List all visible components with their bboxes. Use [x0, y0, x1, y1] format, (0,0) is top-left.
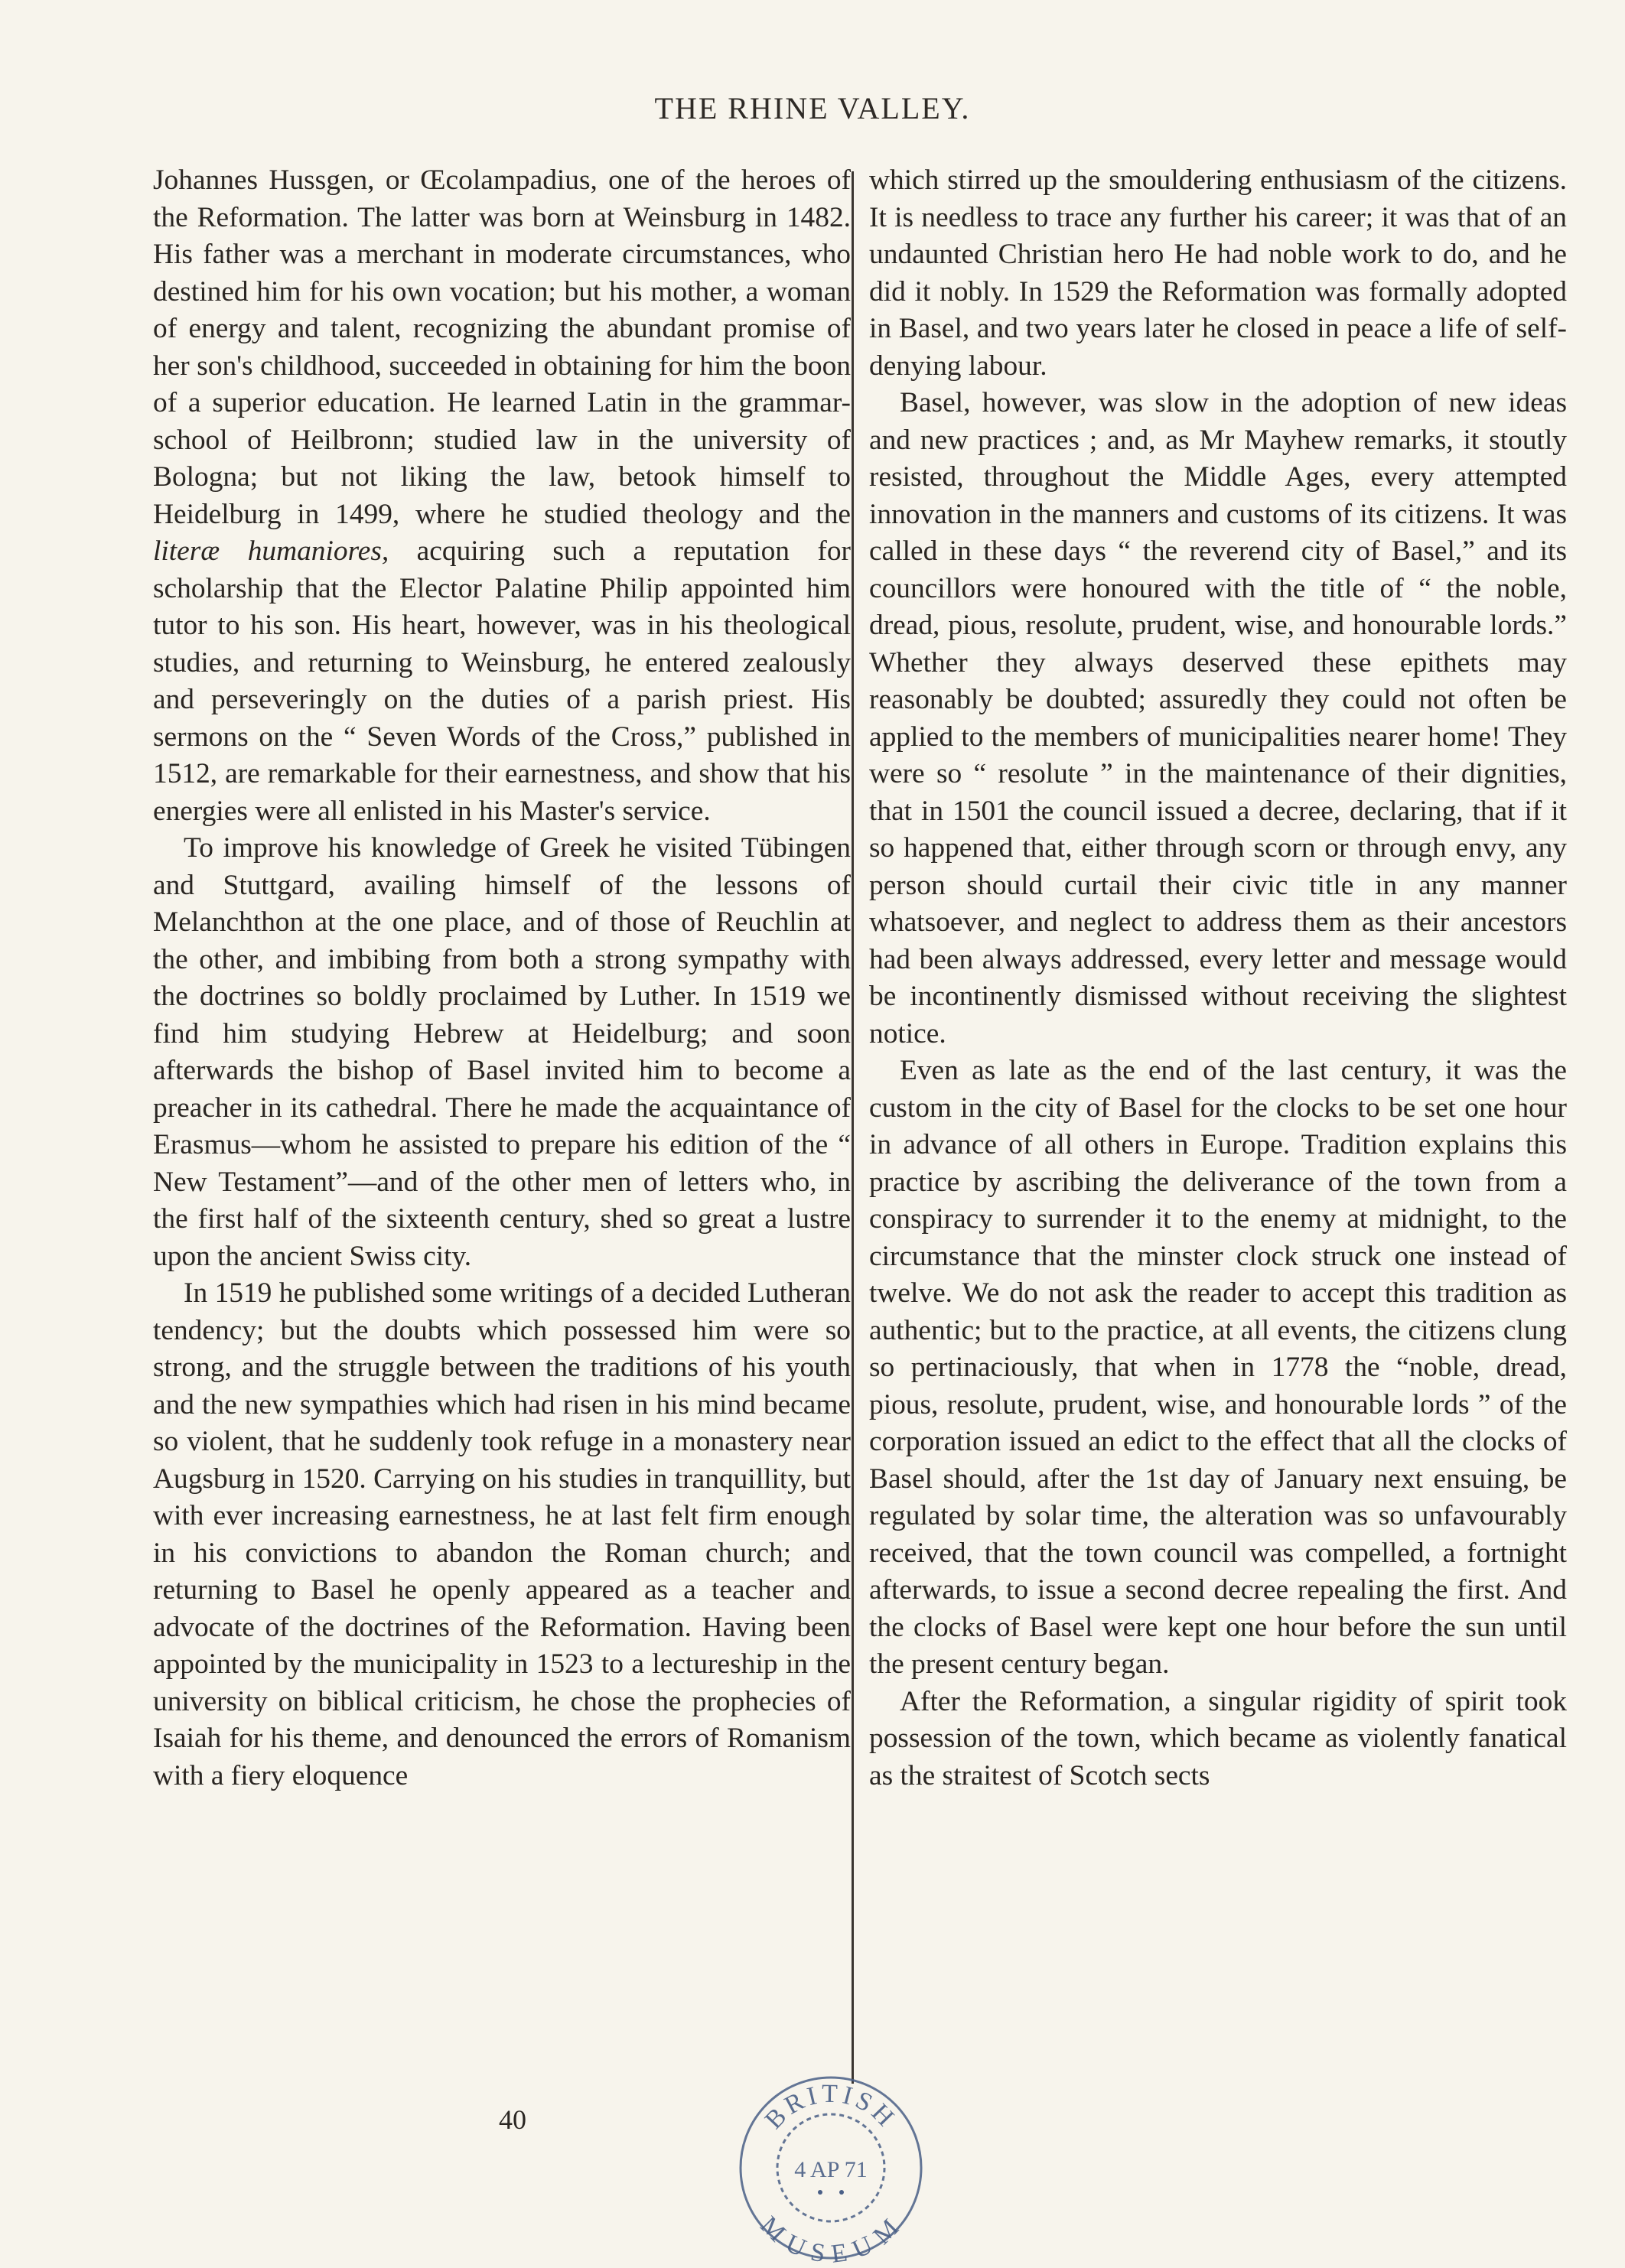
- paragraph-text: Johannes Hussgen, or Œcolampadius, one of the heroes of the Reformation. The latter was born at Weinsburg in 1482. His father was a merchant in moderate circumstances, who destined him for his own vocation; but his mother, a woman of energy and talent, recognizing the abundant promise of her son's childhood, succeeded in obtaining for him the boon of a superior education. He learned Latin in the grammar-school of Heilbronn; studied law in the university of Bologna; but not liking the law, betook himself to Heidelburg in 1499, where he studied theology and the: [153, 164, 851, 530]
- stamp-top-text: BRITISH: [759, 2079, 902, 2135]
- paragraph-text: acquiring such a reputation for scholarship that the Elector Palatine Philip appointed him tutor to his son. His heart, however, was in his theological studies, and returning to Weinsburg, he entered zealously and perseveringly on the duties of a parish priest. His sermons on the “ Seven Words of the Cross,” published in 1512, are remarkable for their earnestness, and show that his energies were all enlisted in his Master's service.: [153, 535, 851, 827]
- latin-phrase: literæ humaniores,: [153, 535, 389, 567]
- paragraph: To improve his knowledge of Greek he visited Tübingen and Stuttgard, availing himself of the lessons of Melanchthon at the one place, and of those of Reuchlin at the other, and imbibing from both a strong sympathy with the doctrines so boldly proclaimed by Luther. In 1519 we find him studying Hebrew at Heidelburg; and soon afterwards the bishop of Basel invited him to become a preacher in its cathedral. There he made the acquaintance of Erasmus—whom he assisted to prepare his edition of the “ New Testament”—and of the other men of letters who, in the first half of the sixteenth century, shed so great a lustre upon the ancient Swiss city.: [153, 832, 851, 1272]
- stamp-icon: [734, 2071, 927, 2264]
- running-header: THE RHINE VALLEY.: [654, 91, 971, 125]
- left-column: [153, 162, 851, 2120]
- paragraph: In 1519 he published some writings of a decided Lutheran tendency; but the doubts which possessed him were so strong, and the struggle between the traditions of his youth and the new sympathies which had risen in his mind became so violent, that he suddenly took refuge in a monastery near Augsburg in 1520. Carrying on his studies in tranquillity, but with ever increasing earnestness, he at last felt firm enough in his convictions to abandon the Roman church; and returning to Basel he openly appeared as a teacher and advocate of the doctrines of the Reformation. Having been appointed by the municipality in 1523 to a lectureship in the university on biblical criticism, he chose the prophecies of Isaiah for his theme, and denounced the errors of Romanism with a fiery eloquence: [153, 1277, 851, 1791]
- stamp-bottom-text: MUSEUM: [754, 2211, 907, 2264]
- stamp-dot: [818, 2190, 822, 2195]
- paragraph: After the Reformation, a singular rigidity of spirit took possession of the town, which became as violently fanatical as the straitest of Scotch sects: [869, 1685, 1567, 1791]
- library-stamp: [734, 2071, 927, 2264]
- right-column: [869, 162, 1567, 2120]
- stamp-dot: [839, 2190, 844, 2195]
- page-number: 40: [499, 2104, 526, 2135]
- paragraph: [153, 162, 851, 830]
- column-divider: [852, 171, 854, 2084]
- stamp-date: 4 AP 71: [794, 2157, 868, 2182]
- paragraph: Even as late as the end of the last century, it was the custom in the city of Basel for the clocks to be set one hour in advance of all others in Europe. Tradition explains this practice by ascribing the deliverance of the town from a conspiracy to surrender it to the enemy at midnight, to the circumstance that the minster clock struck one instead of twelve. We do not ask the reader to accept this tradition as authentic; but to the practice, at all events, the citizens clung so pertinaciously, that when in 1778 the “noble, dread, pious, resolute, prudent, wise, and honourable lords ” of the corporation issued an edict to the effect that all the clocks of Basel should, after the 1st day of January next ensuing, be regulated by solar time, the alteration was so unfavourably received, that the town council was compelled, a fortnight afterwards, to issue a second decree repealing the first. And the clocks of Basel were kept one hour before the sun until the present century began.: [869, 1055, 1567, 1680]
- paragraph: which stirred up the smouldering enthusiasm of the citizens. It is needless to trace any further his career; it was that of an undaunted Christian hero He had noble work to do, and he did it nobly. In 1529 the Reformation was formally adopted in Basel, and two years later he closed in peace a life of self-denying labour.: [869, 164, 1567, 382]
- paragraph: Basel, however, was slow in the adoption of new ideas and new practices ; and, as Mr Mayhew remarks, it stoutly resisted, throughout the Middle Ages, every attempted innovation in the manners and customs of its citizens. It was called in these days “ the reverend city of Basel,” and its councillors were honoured with the title of “ the noble, dread, pious, resolute, prudent, wise, and honourable lords.” Whether they always deserved these epithets may reasonably be doubted; assuredly they could not often be applied to the members of municipalities nearer home! They were so “ resolute ” in the maintenance of their dignities, that in 1501 the council issued a decree, declaring, that if it so happened that, either through scorn or through envy, any person should curtail their civic title in any manner whatsoever, and neglect to address them as their ancestors had been always addressed, every letter and message would be incontinently dismissed without receiving the slightest notice.: [869, 387, 1567, 1049]
